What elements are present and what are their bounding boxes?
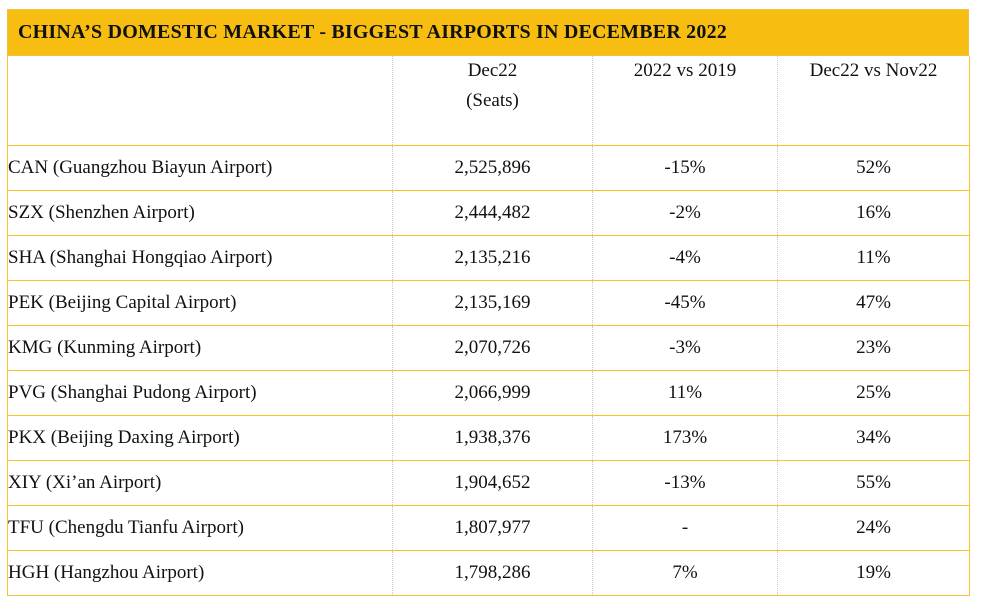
cell-vs-nov22: 19% xyxy=(778,551,970,596)
header-airport xyxy=(8,56,393,146)
table-row xyxy=(8,191,970,236)
cell-vs-2019: -4% xyxy=(593,236,778,281)
cell-airport: HGH (Hangzhou Airport) xyxy=(8,551,393,596)
table-title: CHINA’S DOMESTIC MARKET - BIGGEST AIRPORTS IN DECEMBER 2022 xyxy=(7,9,969,56)
table-row xyxy=(8,236,970,281)
table-row xyxy=(8,551,970,596)
cell-vs-nov22: 16% xyxy=(778,191,970,236)
cell-airport: TFU (Chengdu Tianfu Airport) xyxy=(8,506,393,551)
cell-airport: PEK (Beijing Capital Airport) xyxy=(8,281,393,326)
table-row xyxy=(8,461,970,506)
cell-seats: 1,938,376 xyxy=(393,416,593,461)
cell-vs-2019: - xyxy=(593,506,778,551)
cell-seats: 2,525,896 xyxy=(393,146,593,191)
header-seats xyxy=(393,56,593,146)
header-vs-nov22: Dec22 vs Nov22 xyxy=(778,56,970,146)
cell-seats: 1,798,286 xyxy=(393,551,593,596)
cell-vs-2019: -13% xyxy=(593,461,778,506)
cell-vs-nov22: 23% xyxy=(778,326,970,371)
cell-airport: PVG (Shanghai Pudong Airport) xyxy=(8,371,393,416)
cell-vs-nov22: 34% xyxy=(778,416,970,461)
cell-airport: SHA (Shanghai Hongqiao Airport) xyxy=(8,236,393,281)
cell-airport: XIY (Xi’an Airport) xyxy=(8,461,393,506)
airports-table-container xyxy=(7,9,969,596)
cell-vs-2019: -45% xyxy=(593,281,778,326)
header-seats-unit: (Seats) xyxy=(466,90,519,111)
cell-vs-nov22: 52% xyxy=(778,146,970,191)
cell-vs-2019: 7% xyxy=(593,551,778,596)
table-row xyxy=(8,371,970,416)
cell-seats: 1,807,977 xyxy=(393,506,593,551)
cell-seats: 2,135,169 xyxy=(393,281,593,326)
header-seats-label: Dec22 xyxy=(467,60,518,81)
cell-vs-nov22: 11% xyxy=(778,236,970,281)
cell-vs-2019: -2% xyxy=(593,191,778,236)
cell-seats: 1,904,652 xyxy=(393,461,593,506)
table-row xyxy=(8,506,970,551)
cell-vs-2019: 173% xyxy=(593,416,778,461)
cell-vs-2019: 11% xyxy=(593,371,778,416)
cell-seats: 2,135,216 xyxy=(393,236,593,281)
table-row xyxy=(8,281,970,326)
cell-vs-nov22: 47% xyxy=(778,281,970,326)
cell-airport: CAN (Guangzhou Biayun Airport) xyxy=(8,146,393,191)
cell-vs-2019: -15% xyxy=(593,146,778,191)
cell-vs-nov22: 25% xyxy=(778,371,970,416)
cell-vs-nov22: 24% xyxy=(778,506,970,551)
cell-airport: SZX (Shenzhen Airport) xyxy=(8,191,393,236)
cell-seats: 2,444,482 xyxy=(393,191,593,236)
table-row xyxy=(8,326,970,371)
cell-seats: 2,070,726 xyxy=(393,326,593,371)
airports-table xyxy=(7,56,970,596)
table-row xyxy=(8,146,970,191)
table-header-row xyxy=(8,56,970,146)
cell-vs-nov22: 55% xyxy=(778,461,970,506)
cell-seats: 2,066,999 xyxy=(393,371,593,416)
cell-airport: PKX (Beijing Daxing Airport) xyxy=(8,416,393,461)
cell-vs-2019: -3% xyxy=(593,326,778,371)
header-vs-2019: 2022 vs 2019 xyxy=(593,56,778,146)
cell-airport: KMG (Kunming Airport) xyxy=(8,326,393,371)
table-row xyxy=(8,416,970,461)
